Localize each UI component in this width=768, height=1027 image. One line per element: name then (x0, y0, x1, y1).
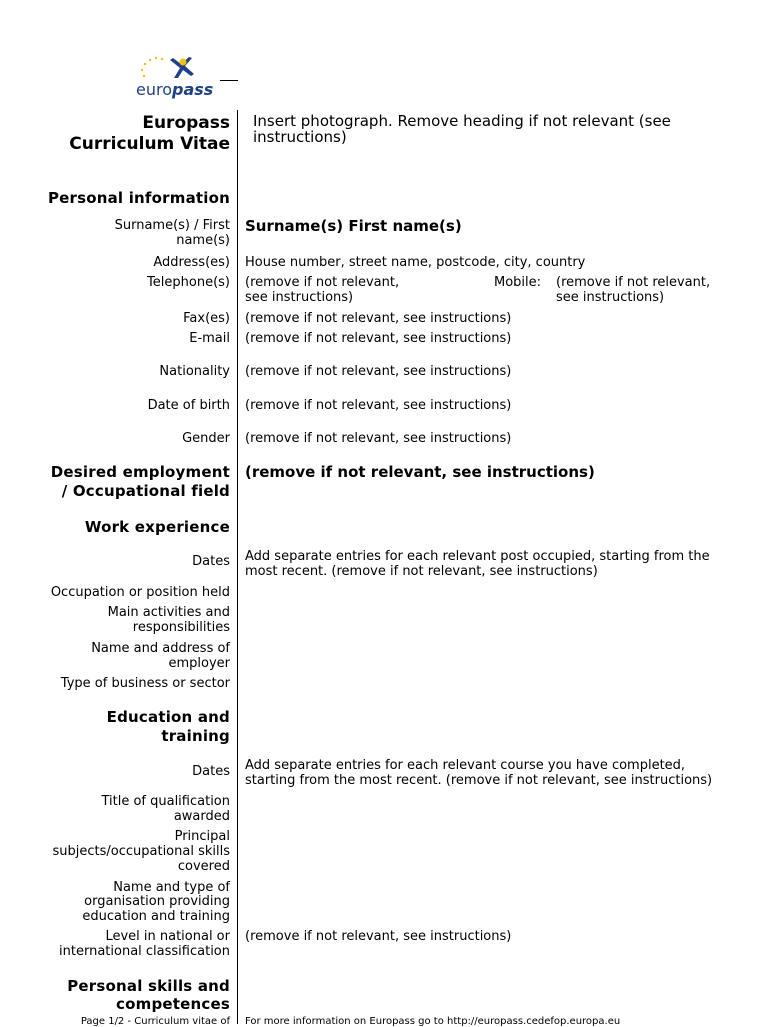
mobile-value-line2[interactable]: see instructions) (556, 290, 665, 305)
occupation-label: Occupation or position held (50, 585, 230, 600)
section-personal-information: Personal information (47, 189, 230, 207)
footer-page-info: Page 1/2 - Curriculum vitae of (80, 1016, 230, 1027)
subjects-label-line3: covered (177, 859, 230, 874)
desired-employment-label-line2: / Occupational field (61, 482, 230, 500)
address-label: Address(es) (153, 255, 230, 270)
dob-value[interactable]: (remove if not relevant, see instructions) (245, 398, 512, 413)
photo-placeholder[interactable] (245, 113, 713, 145)
name-label-line2: name(s) (176, 233, 230, 248)
section-skills-line2: competences (116, 995, 230, 1013)
level-label-line1: Level in national or (105, 929, 230, 944)
level-label-line2: international classification (59, 944, 230, 959)
employer-label-line1: Name and address of (91, 641, 230, 656)
desired-employment-label-line1: Desired employment (50, 463, 230, 481)
level-value[interactable]: (remove if not relevant, see instructions) (245, 929, 512, 944)
section-work-experience: Work experience (84, 518, 230, 536)
column-divider (237, 110, 238, 1024)
work-dates-value-line2[interactable]: most recent. (remove if not relevant, see instructions) (245, 564, 598, 579)
section-education-line2: training (161, 727, 230, 745)
fax-value[interactable]: (remove if not relevant, see instructions) (245, 311, 512, 326)
qualification-label-line2: awarded (173, 809, 230, 824)
employer-label-line2: employer (168, 656, 230, 671)
nationality-label: Nationality (159, 364, 230, 379)
nationality-value[interactable]: (remove if not relevant, see instructions) (245, 364, 512, 379)
activities-label-line2: responsibilities (132, 620, 230, 635)
work-dates-value-line1[interactable]: Add separate entries for each relevant post occupied, starting from the (245, 549, 710, 564)
europass-logo (132, 54, 242, 106)
fax-label: Fax(es) (183, 311, 230, 326)
telephone-value-line1[interactable]: (remove if not relevant, (245, 275, 400, 290)
email-label: E-mail (189, 331, 230, 346)
business-label: Type of business or sector (60, 676, 230, 691)
logo-wordmark (136, 80, 213, 99)
logo-underline (220, 80, 238, 81)
qualification-label-line1: Title of qualification (101, 794, 230, 809)
organisation-label-line2: organisation providing (84, 894, 230, 909)
work-dates-label: Dates (192, 554, 230, 569)
desired-employment-value[interactable]: (remove if not relevant, see instructions) (245, 463, 595, 481)
section-education-line1: Education and (106, 708, 230, 726)
photo-note: Insert photograph. Remove heading if not relevant (see instructions) (253, 112, 671, 146)
education-dates-value-line2[interactable]: starting from the most recent. (remove if not relevant, see instructions) (245, 773, 713, 788)
education-dates-value-line1[interactable]: Add separate entries for each relevant course you have completed, (245, 758, 686, 773)
gender-value[interactable]: (remove if not relevant, see instructions) (245, 431, 512, 446)
organisation-label-line3: education and training (82, 909, 230, 924)
telephone-label: Telephone(s) (147, 275, 230, 290)
telephone-value-line2[interactable]: see instructions) (245, 290, 354, 305)
subjects-label-line1: Principal (174, 829, 230, 844)
education-dates-label: Dates (192, 764, 230, 779)
name-label-line1: Surname(s) / First (114, 218, 230, 233)
organisation-label-line1: Name and type of (113, 880, 230, 895)
activities-label-line1: Main activities and (107, 605, 230, 620)
cv-title-line1: Europass (142, 113, 230, 133)
subjects-label-line2: subjects/occupational skills (52, 844, 230, 859)
section-skills-line1: Personal skills and (67, 977, 230, 995)
gender-label: Gender (182, 431, 230, 446)
email-value[interactable]: (remove if not relevant, see instructions) (245, 331, 512, 346)
logo-prefix: euro (136, 80, 172, 99)
logo-suffix: pass (172, 80, 214, 99)
dob-label: Date of birth (147, 398, 230, 413)
address-value[interactable]: House number, street name, postcode, city, country (245, 255, 586, 270)
name-value[interactable]: Surname(s) First name(s) (245, 217, 462, 235)
mobile-label: Mobile: (494, 275, 542, 290)
cv-title-line2: Curriculum Vitae (69, 134, 230, 154)
mobile-value-line1[interactable]: (remove if not relevant, (556, 275, 711, 290)
footer-more-info-link[interactable]: For more information on Europass go to http://europass.cedefop.europa.eu (245, 1016, 621, 1027)
